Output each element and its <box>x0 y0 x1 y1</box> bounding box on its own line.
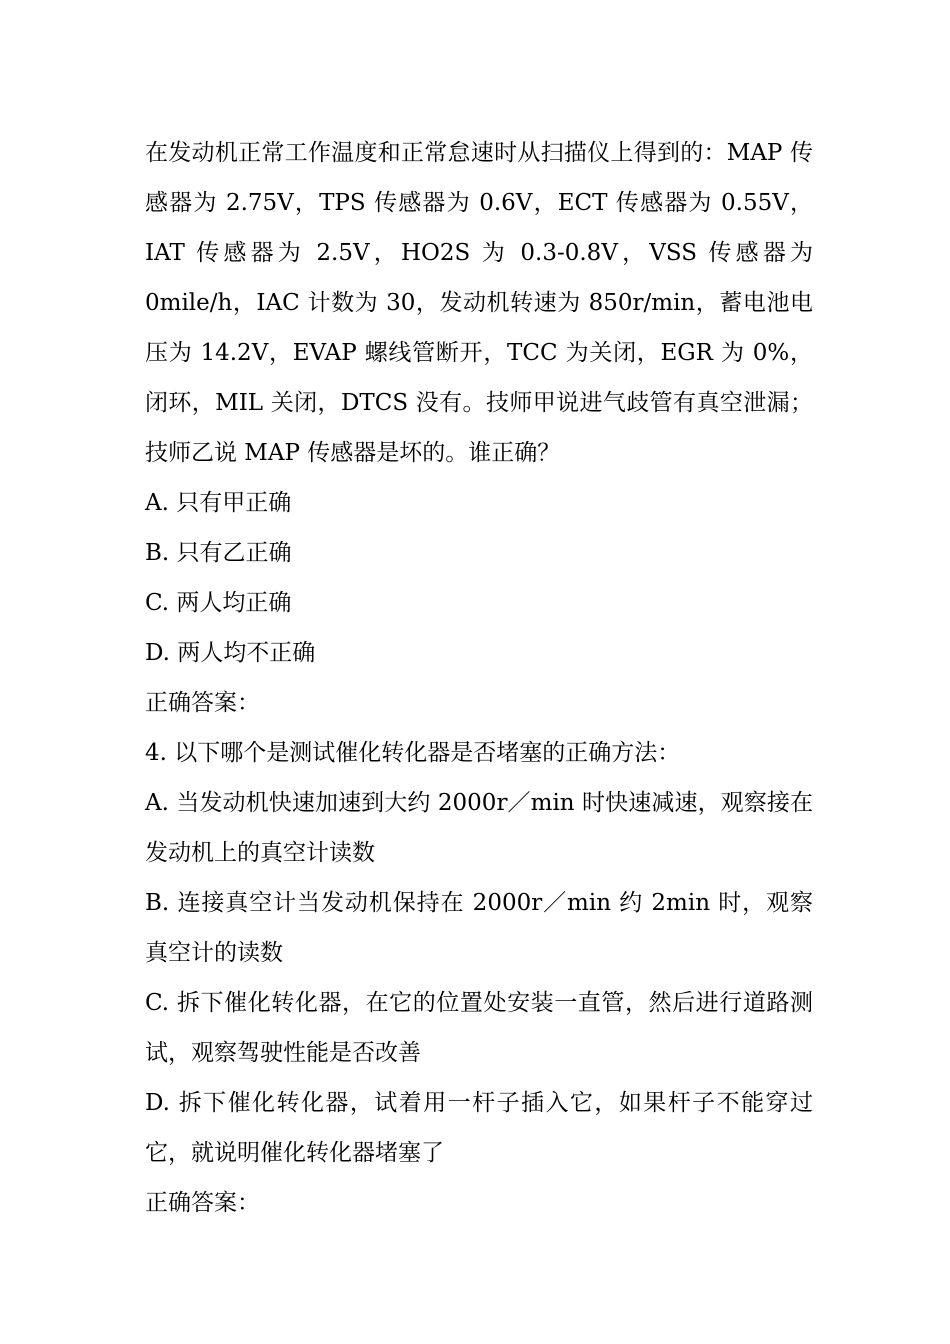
q4-option-b: B. 连接真空计当发动机保持在 2000r／min 约 2min 时，观察真空计的读数 <box>145 890 813 966</box>
q3-answer-label: 正确答案： <box>145 690 260 716</box>
q4-option-a: A. 当发动机快速加速到大约 2000r／min 时快速减速，观察接在发动机上的真空计读数 <box>145 790 813 866</box>
q4-answer-label: 正确答案： <box>145 1190 260 1216</box>
q3-option-d: D. 两人均不正确 <box>145 640 316 666</box>
q3-option-a: A. 只有甲正确 <box>145 490 292 516</box>
q3-stem: 在发动机正常工作温度和正常怠速时从扫描仪上得到的：MAP 传感器为 2.75V，TPS 传感器为 0.6V，ECT 传感器为 0.55V，IAT 传感器为 2.5V，HO2S 为 0.3-0.8V，VSS 传感器为 0mile/h，IAC 计数为 30，发动机转速为 850r/min，蓄电池电压为 14.2V，EVAP 螺线管断开，TCC 为关闭，EGR 为 0%，闭环，MIL 关闭，DTCS 没有。技师甲说进气歧管有真空泄漏；技师乙说 MAP 传感器是坏的。谁正确？ <box>145 140 813 466</box>
q3-option-c: C. 两人均正确 <box>145 590 292 616</box>
q4-stem: 4. 以下哪个是测试催化转化器是否堵塞的正确方法： <box>145 740 681 766</box>
document-page <box>145 128 813 1228</box>
q3-option-b: B. 只有乙正确 <box>145 540 292 566</box>
q4-option-d: D. 拆下催化转化器，试着用一杆子插入它，如果杆子不能穿过它，就说明催化转化器堵塞了 <box>145 1090 813 1166</box>
q4-option-c: C. 拆下催化转化器，在它的位置处安装一直管，然后进行道路测试，观察驾驶性能是否改善 <box>145 990 813 1066</box>
